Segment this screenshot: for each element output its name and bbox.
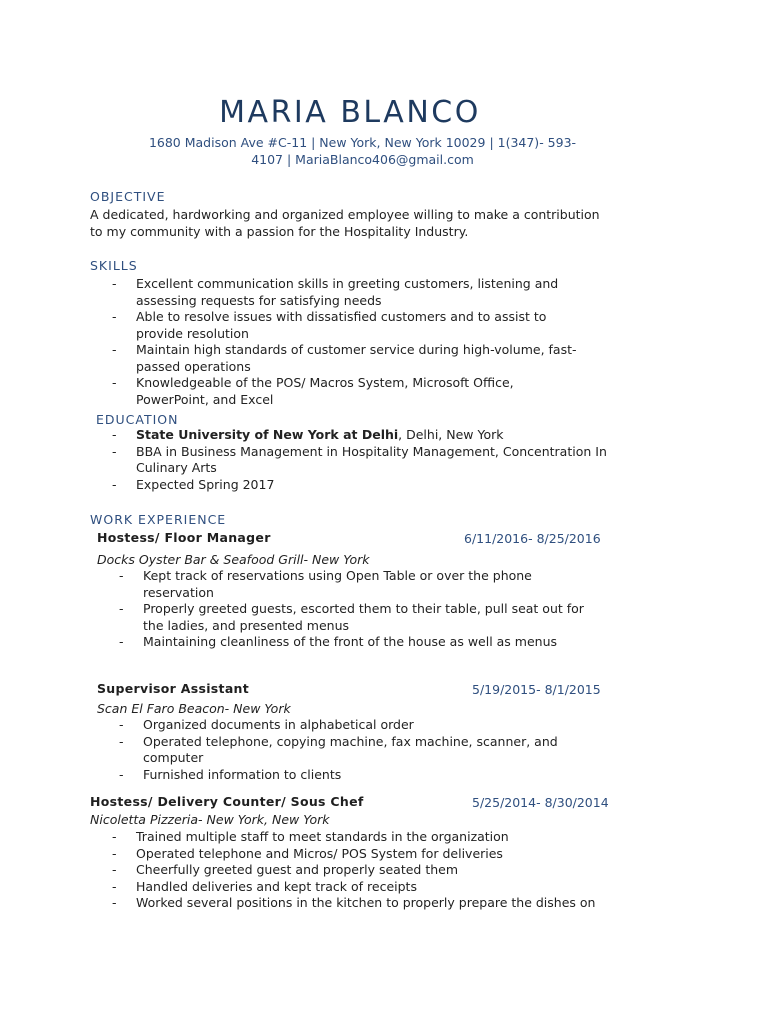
school-name: State University of New York at Delhi xyxy=(136,427,399,442)
job-duties-list xyxy=(119,717,589,783)
education-heading: EDUCATION xyxy=(96,412,179,427)
skills-list xyxy=(112,276,582,408)
job-duties-list xyxy=(112,829,632,912)
list-item: - Cheerfully greeted guest and properly seated them xyxy=(112,862,632,879)
list-item: - Handled deliveries and kept track of receipts xyxy=(112,879,632,896)
job-title: Supervisor Assistant xyxy=(97,681,250,696)
list-item: - Operated telephone, copying machine, fax machine, scanner, and computer xyxy=(119,734,589,767)
list-item: - Maintaining cleanliness of the front of the house as well as menus xyxy=(119,634,589,651)
list-item: - Knowledgeable of the POS/ Macros System, Microsoft Office, PowerPoint, and Excel xyxy=(112,375,582,408)
job-employer: Docks Oyster Bar & Seafood Grill- New York xyxy=(97,552,370,567)
list-item: - Kept track of reservations using Open Table or over the phone reservation xyxy=(119,568,589,601)
resume-name: MARIA BLANCO xyxy=(219,95,481,130)
job-dates: 5/25/2014- 8/30/2014 xyxy=(472,795,609,810)
list-item: - Operated telephone and Micros/ POS System for deliveries xyxy=(112,846,632,863)
objective-heading: OBJECTIVE xyxy=(90,189,166,204)
list-item xyxy=(112,427,612,444)
skills-heading: SKILLS xyxy=(90,258,138,273)
job-title: Hostess/ Delivery Counter/ Sous Chef xyxy=(90,794,364,809)
list-item: - Properly greeted guests, escorted them to their table, pull seat out for the ladies, and presented menus xyxy=(119,601,589,634)
list-item: - Maintain high standards of customer service during high-volume, fast-passed operations xyxy=(112,342,582,375)
list-item: - Excellent communication skills in greeting customers, listening and assessing requests for satisfying needs xyxy=(112,276,582,309)
list-item: - BBA in Business Management in Hospitality Management, Concentration In Culinary Arts xyxy=(112,444,612,477)
school-location: , Delhi, New York xyxy=(398,427,504,442)
job-duties-list xyxy=(119,568,589,651)
job-title: Hostess/ Floor Manager xyxy=(97,530,271,545)
list-item: - Expected Spring 2017 xyxy=(112,477,612,494)
education-list xyxy=(112,427,612,493)
job-employer: Nicoletta Pizzeria- New York, New York xyxy=(90,812,330,827)
objective-text: A dedicated, hardworking and organized employee willing to make a contribution to my community with a passion for the Hospitality Industry. xyxy=(90,207,600,239)
list-item: - Organized documents in alphabetical order xyxy=(119,717,589,734)
list-item: - Trained multiple staff to meet standards in the organization xyxy=(112,829,632,846)
job-dates: 5/19/2015- 8/1/2015 xyxy=(472,682,601,697)
work-experience-heading: WORK EXPERIENCE xyxy=(90,512,227,527)
contact-line-2: 4107 | MariaBlanco406@gmail.com xyxy=(251,152,474,167)
contact-line-1: 1680 Madison Ave #C-11 | New York, New York 10029 | 1(347)- 593- xyxy=(148,135,577,150)
job-employer: Scan El Faro Beacon- New York xyxy=(97,701,291,716)
list-item: - Worked several positions in the kitchen to properly prepare the dishes on xyxy=(112,895,632,912)
list-item: - Able to resolve issues with dissatisfied customers and to assist to provide resolution xyxy=(112,309,582,342)
job-dates: 6/11/2016- 8/25/2016 xyxy=(464,531,601,546)
list-item: - Furnished information to clients xyxy=(119,767,589,784)
contact-info xyxy=(110,134,615,168)
